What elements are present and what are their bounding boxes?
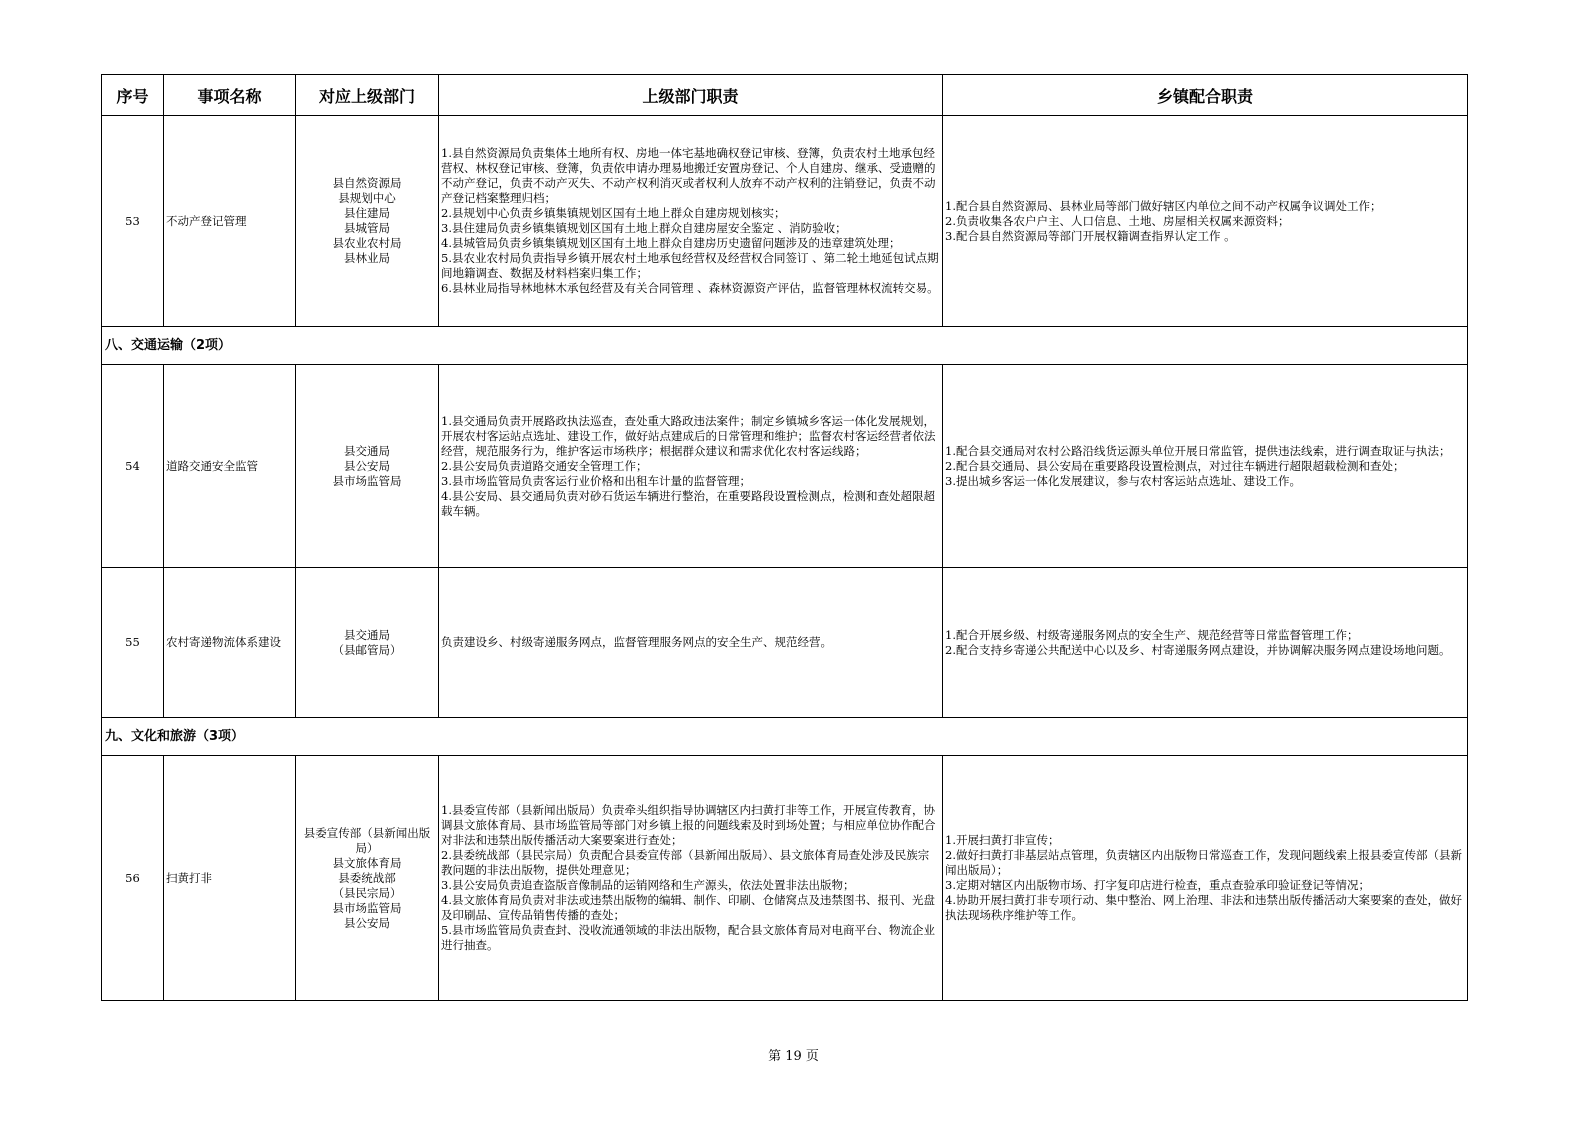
duty-line: 2.县委统战部（县民宗局）负责配合县委宣传部（县新闻出版局）、县文旅体育局查处涉及民族宗教问题的非法出版物，提供处理意见； xyxy=(441,848,930,877)
header-item-name: 事项名称 xyxy=(164,75,296,116)
duty-line: 1.配合开展乡级、村级寄递服务网点的安全生产、规范经营等日常监督管理工作； xyxy=(945,627,1359,642)
duty-line: 3.配合县自然资源局等部门开展权籍调查指界认定工作 。 xyxy=(945,228,1236,243)
row-dept: 县交通局 （县邮管局） xyxy=(296,568,439,718)
duty-line: 2.县规划中心负责乡镇集镇规划区国有土地上群众自建房规划核实； xyxy=(441,206,786,220)
duty-line: 2.配合支持乡寄递公共配送中心以及乡、村寄递服务网点建设，并协调解决服务网点建设场地问题。 xyxy=(945,642,1451,657)
duty-line: 2.做好扫黄打非基层站点管理，负责辖区内出版物日常巡查工作，发现问题线索上报县委宣传部（县新闻出版局）； xyxy=(945,848,1462,877)
row-num: 56 xyxy=(102,756,164,1001)
section-title: 八、交通运输（2项） xyxy=(102,327,1468,365)
section-title: 九、文化和旅游（3项） xyxy=(102,718,1468,756)
duty-table xyxy=(101,74,1468,1001)
duty-line: 3.县市场监管局负责客运行业价格和出租车计量的监督管理； xyxy=(441,473,751,488)
duty-line: 4.县城管局负责乡镇集镇规划区国有土地上群众自建房历史遗留问题涉及的违章建筑处理； xyxy=(441,236,901,250)
duty-line: 4.协助开展扫黄打非专项行动、集中整治、网上治理、非法和违禁出版传播活动大案要案的查处，做好执法现场秩序维护等工作。 xyxy=(945,893,1462,922)
row-item-name: 农村寄递物流体系建设 xyxy=(164,568,296,718)
row-town-duty xyxy=(943,756,1468,1001)
table-row xyxy=(102,568,1468,718)
duty-line: 1.县交通局负责开展路政执法巡查，查处重大路政违法案件；制定乡镇城乡客运一体化发展规划，开展农村客运站点选址、建设工作，做好站点建成后的日常管理和维护；监督农村客运经营者依法经营，规范服务行为，维护客运市场秩序；根据群众建议和需求优化农村客运线路； xyxy=(441,413,936,458)
duty-line: 2.县公安局负责道路交通安全管理工作； xyxy=(441,458,648,473)
table-row xyxy=(102,116,1468,327)
row-town-duty xyxy=(943,365,1468,568)
duty-line: 2.配合县交通局、县公安局在重要路段设置检测点，对过往车辆进行超限超载检测和查处； xyxy=(945,458,1405,473)
duty-line: 6.县林业局指导林地林木承包经营及有关合同管理 、森林资源资产评估，监督管理林权流转交易。 xyxy=(441,281,939,295)
duty-line: 3.提出城乡客运一体化发展建议，参与农村客运站点选址、建设工作。 xyxy=(945,473,1301,488)
duty-line: 1.配合县自然资源局、县林业局等部门做好辖区内单位之间不动产权属争议调处工作； xyxy=(945,198,1382,213)
duty-line: 1.县自然资源局负责集体土地所有权、房地一体宅基地确权登记审核、登簿，负责农村土地承包经营权、林权登记审核、登簿，负责依申请办理易地搬迁安置房登记、个人自建房、继承、受遗赠的不动产登记，负责不动产灭失、不动产权利消灭或者权利人放弃不动产权利的注销登记，负责不动产登记档案整理归档； xyxy=(441,146,936,205)
duty-line: 5.县农业农村局负责指导乡镇开展农村土地承包经营权及经营权合同签订 、第二轮土地延包试点期间地籍调查、数据及材料档案归集工作； xyxy=(441,251,939,280)
page-number: 第 19 页 xyxy=(768,1049,819,1064)
duty-line: 4.县文旅体育局负责对非法或违禁出版物的编辑、制作、印刷、仓储窝点及违禁图书、报刊、光盘及印刷品、宣传品销售传播的查处； xyxy=(441,893,935,922)
section-row xyxy=(102,327,1468,365)
table-row xyxy=(102,365,1468,568)
duty-line: 1.县委宣传部（县新闻出版局）负责牵头组织指导协调辖区内扫黄打非等工作，开展宣传教育，协调县文旅体育局、县市场监管局等部门对乡镇上报的问题线索及时到场处置；与相应单位协作配合对非法和违禁出版传播活动大案要案进行查处； xyxy=(441,803,936,847)
row-dept: 县委宣传部（县新闻出版局） 县文旅体育局 县委统战部 （县民宗局） 县市场监管局 县公安局 xyxy=(296,756,439,1001)
row-upper-duty xyxy=(439,756,943,1001)
duty-line: 5.县市场监管局负责查封、没收流通领域的非法出版物，配合县文旅体育局对电商平台、物流企业进行抽查。 xyxy=(441,923,935,952)
row-num: 53 xyxy=(102,116,164,327)
row-item-name: 道路交通安全监管 xyxy=(164,365,296,568)
duty-line: 2.负责收集各农户户主、人口信息、土地、房屋相关权属来源资料； xyxy=(945,213,1290,228)
section-row xyxy=(102,718,1468,756)
row-dept: 县交通局 县公安局 县市场监管局 xyxy=(296,365,439,568)
duty-line: 负责建设乡、村级寄递服务网点，监督管理服务网点的安全生产、规范经营。 xyxy=(441,635,832,649)
header-num: 序号 xyxy=(102,75,164,116)
row-town-duty xyxy=(943,568,1468,718)
header-upper-duty: 上级部门职责 xyxy=(439,75,943,116)
row-town-duty xyxy=(943,116,1468,327)
duty-line: 3.县住建局负责乡镇集镇规划区国有土地上群众自建房屋安全鉴定 、消防验收； xyxy=(441,221,847,235)
duty-line: 3.县公安局负责追查盗版音像制品的运销网络和生产源头，依法处置非法出版物； xyxy=(441,878,855,892)
duty-line: 4.县公安局、县交通局负责对砂石货运车辆进行整治，在重要路段设置检测点，检测和查处超限超载车辆。 xyxy=(441,488,935,518)
row-item-name: 不动产登记管理 xyxy=(164,116,296,327)
header-row xyxy=(102,75,1468,116)
row-num: 54 xyxy=(102,365,164,568)
row-upper-duty xyxy=(439,365,943,568)
row-upper-duty xyxy=(439,116,943,327)
duty-line: 1.开展扫黄打非宣传； xyxy=(945,833,1060,847)
header-dept: 对应上级部门 xyxy=(296,75,439,116)
row-upper-duty xyxy=(439,568,943,718)
table-row xyxy=(102,756,1468,1001)
row-item-name: 扫黄打非 xyxy=(164,756,296,1001)
duty-line: 1.配合县交通局对农村公路沿线货运源头单位开展日常监管，提供违法线索，进行调查取证与执法； xyxy=(945,443,1451,458)
header-town-duty: 乡镇配合职责 xyxy=(943,75,1468,116)
duty-line: 3.定期对辖区内出版物市场、打字复印店进行检查，重点查验承印验证登记等情况； xyxy=(945,878,1370,892)
row-num: 55 xyxy=(102,568,164,718)
row-dept: 县自然资源局 县规划中心 县住建局 县城管局 县农业农村局 县林业局 xyxy=(296,116,439,327)
